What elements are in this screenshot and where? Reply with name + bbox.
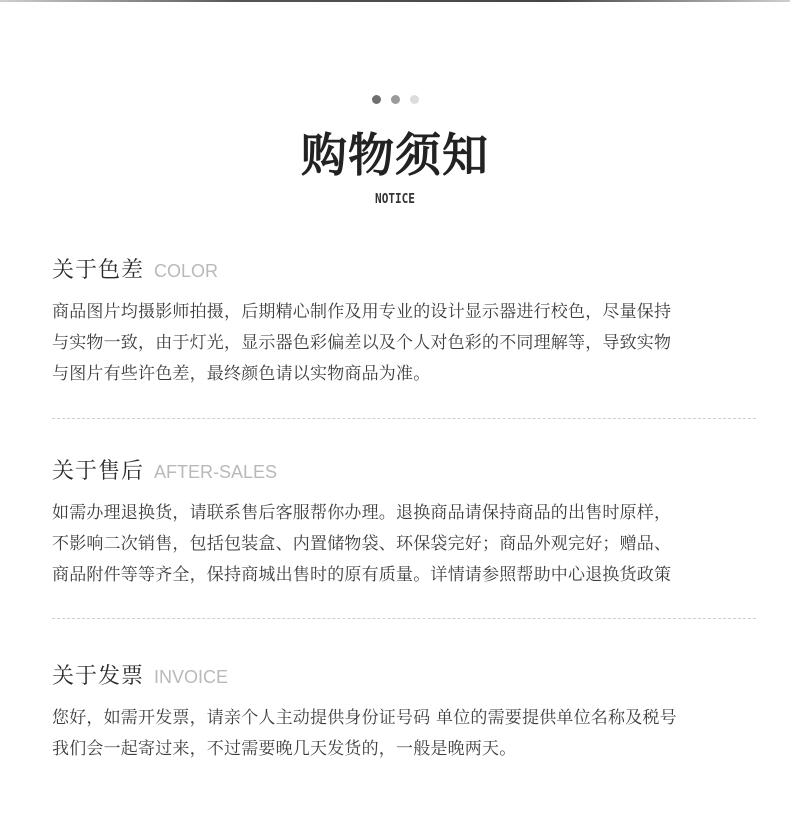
section-title-en: INVOICE (154, 667, 229, 687)
section-heading (52, 659, 756, 689)
section-invoice (52, 659, 756, 765)
section-heading (52, 253, 756, 283)
section-body: 商品图片均摄影师拍摄，后期精心制作及用专业的设计显示器进行校色，尽量保持 与实物一致，由于灯光，显示器色彩偏差以及个人对色彩的不同理解等，导致实物 与图片有些许色差，最终颜色请以实物商品为准。 (52, 302, 672, 384)
section-body: 您好，如需开发票，请亲个人主动提供身份证号码 单位的需要提供单位名称及税号 我们会一起寄过来，不过需要晚几天发货的，一般是晚两天。 (52, 708, 677, 759)
section-body: 如需办理退换货，请联系售后客服帮你办理。退换商品请保持商品的出售时原样， 不影响二次销售，包括包装盒、内置储物袋、环保袋完好；商品外观完好；赠品、 商品附件等等齐全，保持商城出售时的原有质量。详情请参照帮助中心退换货政策 (52, 503, 672, 585)
section-title-en: COLOR (154, 261, 219, 281)
page-subtitle: NOTICE (375, 192, 415, 207)
section-heading (52, 454, 756, 484)
indicator-dot (372, 95, 381, 104)
section-after-sales (52, 454, 756, 591)
section-color (52, 253, 756, 390)
page-title: 购物须知 (301, 128, 489, 182)
section-title-en: AFTER-SALES (154, 462, 278, 482)
dashed-divider (52, 418, 756, 419)
dashed-divider (52, 618, 756, 619)
indicator-dot (410, 95, 419, 104)
carousel-indicator (0, 95, 790, 104)
top-border-line (0, 0, 790, 2)
section-title: 关于售后 (52, 459, 145, 484)
indicator-dot (391, 95, 400, 104)
section-title: 关于色差 (52, 258, 145, 283)
section-title: 关于发票 (52, 664, 145, 689)
